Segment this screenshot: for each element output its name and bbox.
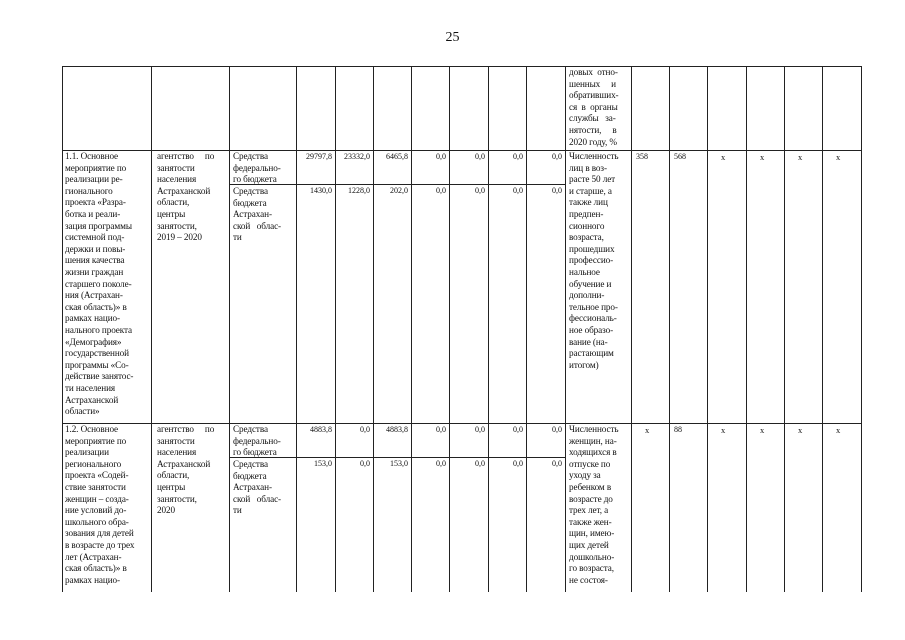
- executor-line: населения: [157, 447, 197, 458]
- indicator-line: отпуске по: [569, 458, 611, 469]
- funding-source-regional-line: бюджета: [233, 470, 267, 481]
- event-line: проекта «Разра-: [65, 197, 126, 208]
- indicator-line: и старше, а: [569, 185, 612, 196]
- table-column-border: [707, 66, 708, 592]
- executor-line: Астраханской: [157, 458, 211, 469]
- indicator-line: не состоя-: [569, 574, 608, 585]
- funding-value-regional: 0,0: [475, 459, 485, 468]
- funding-source-regional-line: ти: [233, 232, 242, 243]
- executor-line: населения: [157, 174, 197, 185]
- indicator-line: женщин, на-: [569, 435, 617, 446]
- indicator-line: го возраста,: [569, 563, 614, 574]
- table-column-border: [526, 66, 527, 592]
- event-line: мероприятие по: [65, 435, 127, 446]
- header-indicator-line: ся в органы: [569, 101, 618, 112]
- funding-value-regional: 153,0: [390, 459, 408, 468]
- funding-source-regional-line: Астрахан-: [233, 482, 272, 493]
- indicator-line: растающим: [569, 348, 614, 359]
- target-value: 88: [674, 425, 682, 434]
- funding-value-federal: 0,0: [513, 425, 523, 434]
- table-column-border: [151, 66, 152, 592]
- funding-value-regional: 0,0: [436, 459, 446, 468]
- funding-source-regional-line: ти: [233, 505, 242, 516]
- funding-source-regional-line: Астрахан-: [233, 209, 272, 220]
- funding-source-regional-line: бюджета: [233, 197, 267, 208]
- funding-value-federal: 6465,8: [386, 152, 408, 161]
- funding-value-federal: 0,0: [475, 425, 485, 434]
- indicator-line: щих детей: [569, 540, 609, 550]
- table-column-border: [488, 66, 489, 592]
- funding-source-regional-line: Средства: [233, 459, 268, 469]
- table-column-border: [861, 66, 862, 592]
- header-indicator-line: нятости, в: [569, 125, 617, 135]
- funding-value-federal: 4883,8: [386, 425, 408, 434]
- funding-value-federal: 0,0: [360, 425, 370, 434]
- event-line: 1.2. Основное: [65, 424, 119, 434]
- indicator-line: ребенком в: [569, 482, 612, 492]
- event-line: ская область)» в: [65, 301, 127, 312]
- funding-value-federal: 0,0: [552, 152, 562, 161]
- funding-value-regional: 0,0: [513, 186, 523, 195]
- header-indicator-line: службы за-: [569, 113, 616, 124]
- event-line: мероприятие по: [65, 162, 127, 173]
- funding-value-regional: 0,0: [360, 459, 370, 468]
- indicator-line: также лиц: [569, 197, 608, 208]
- indicator-line: предпен-: [569, 209, 604, 219]
- executor-line: занятости: [157, 162, 195, 173]
- funding-value-federal: 4883,8: [310, 425, 332, 434]
- funding-value-regional: 1430,0: [310, 186, 332, 195]
- funding-source-regional-line: ской облас-: [233, 493, 282, 504]
- indicator-line: Численность: [569, 151, 619, 161]
- event-line: старшего поколе-: [65, 278, 132, 289]
- event-line: реализации: [65, 447, 109, 458]
- indicator-line: возраста,: [569, 232, 604, 243]
- executor-line: агентство по: [157, 424, 215, 434]
- funding-value-federal: 23332,0: [344, 152, 370, 161]
- indicator-line: ное образо-: [569, 325, 614, 335]
- event-line: держки и повы-: [65, 243, 126, 254]
- indicator-line: также жен-: [569, 516, 612, 527]
- table-column-border: [296, 66, 297, 592]
- funding-source-federal-line: Средства: [233, 151, 268, 161]
- funding-value-regional: 0,0: [436, 186, 446, 195]
- funding-value-federal: 0,0: [436, 152, 446, 161]
- funding-split-border: [229, 457, 565, 458]
- table-column-border: [822, 66, 823, 592]
- header-indicator-line: обратившиx-: [569, 90, 619, 101]
- funding-value-regional: 0,0: [552, 186, 562, 195]
- indicator-line: дополни-: [569, 290, 605, 301]
- header-indicator-line: довых отно-: [569, 67, 618, 77]
- executor-line: 2020: [157, 505, 175, 516]
- executor-line: занятости,: [157, 493, 197, 504]
- header-indicator-line: 2020 году, %: [569, 136, 617, 147]
- funding-value-federal: 29797,8: [306, 152, 332, 161]
- event-line: программы «Со-: [65, 359, 129, 370]
- header-indicator-line: шенных и: [569, 78, 616, 89]
- funding-value-regional: 0,0: [475, 186, 485, 195]
- target-value: x: [798, 152, 803, 162]
- funding-value-federal: 0,0: [475, 152, 485, 161]
- indicator-line: Численность: [569, 424, 619, 434]
- indicator-line: фессиональ-: [569, 313, 617, 324]
- table-column-border: [373, 66, 374, 592]
- target-value: x: [721, 425, 726, 435]
- target-value: x: [836, 425, 841, 435]
- indicator-line: трех лет, а: [569, 505, 609, 516]
- table-column-border: [62, 66, 63, 592]
- target-value: x: [798, 425, 803, 435]
- table-column-border: [746, 66, 747, 592]
- target-value: x: [760, 152, 765, 162]
- indicator-line: расте 50 лет: [569, 174, 616, 185]
- indicator-line: вание (на-: [569, 336, 608, 347]
- target-value: 358: [636, 152, 648, 161]
- funding-value-federal: 0,0: [513, 152, 523, 161]
- executor-line: области,: [157, 470, 190, 481]
- event-line: рамках нацио-: [65, 574, 120, 585]
- event-line: шения качества: [65, 255, 125, 266]
- table-column-border: [229, 66, 230, 592]
- event-line: лет (Астрахан-: [65, 551, 122, 562]
- indicator-line: обучение и: [569, 278, 612, 289]
- target-value: x: [721, 152, 726, 162]
- event-line: Астраханской: [65, 394, 119, 405]
- executor-line: центры: [157, 482, 186, 492]
- event-line: ния (Астрахан-: [65, 290, 123, 301]
- event-line: реализации ре-: [65, 174, 123, 185]
- indicator-line: тельное про-: [569, 301, 618, 312]
- event-line: проекта «Содей-: [65, 470, 129, 481]
- executor-line: занятости: [157, 435, 195, 446]
- event-line: ствие занятости: [65, 482, 126, 492]
- executor-line: агентство по: [157, 151, 215, 161]
- event-line: действие занятос-: [65, 371, 134, 382]
- event-line: зования для детей: [65, 528, 134, 539]
- table-column-border: [449, 66, 450, 592]
- executor-line: центры: [157, 209, 186, 219]
- funding-value-regional: 202,0: [390, 186, 408, 195]
- indicator-line: возрасте до: [569, 493, 613, 504]
- funding-split-border: [229, 184, 565, 185]
- page-number: 25: [445, 30, 460, 45]
- event-line: ти населения: [65, 383, 116, 393]
- table-column-border: [411, 66, 412, 592]
- indicator-line: нальное: [569, 267, 600, 277]
- indicator-line: лиц в воз-: [569, 162, 607, 173]
- event-line: области»: [65, 406, 100, 417]
- event-line: жизни граждан: [65, 267, 124, 277]
- funding-value-federal: 0,0: [436, 425, 446, 434]
- funding-source-federal-line: федерально-: [233, 435, 281, 446]
- indicator-line: ходящихся в: [569, 447, 617, 458]
- executor-line: 2019 – 2020: [157, 232, 202, 243]
- table-column-border: [784, 66, 785, 592]
- event-line: государственной: [65, 348, 129, 359]
- funding-value-regional: 153,0: [314, 459, 332, 468]
- funding-source-federal-line: федерально-: [233, 162, 281, 173]
- target-value: 568: [674, 152, 686, 161]
- indicator-line: дошкольно-: [569, 551, 615, 562]
- event-line: женщин – созда-: [65, 493, 129, 504]
- funding-value-federal: 0,0: [552, 425, 562, 434]
- event-line: «Демография»: [65, 336, 122, 347]
- table-column-border: [669, 66, 670, 592]
- indicator-line: уходу за: [569, 470, 601, 481]
- event-line: 1.1. Основное: [65, 151, 119, 161]
- event-line: ние условий до-: [65, 505, 127, 516]
- event-line: ская область)» в: [65, 563, 127, 574]
- executor-line: занятости,: [157, 220, 197, 231]
- funding-source-federal-line: го бюджета: [233, 174, 277, 185]
- table-column-border: [631, 66, 632, 592]
- funding-value-regional: 0,0: [513, 459, 523, 468]
- event-line: школьного обра-: [65, 516, 129, 527]
- event-line: ботка и реали-: [65, 209, 121, 219]
- indicator-line: профессио-: [569, 255, 614, 266]
- target-value: x: [645, 425, 650, 435]
- event-line: гионального: [65, 185, 113, 196]
- funding-value-regional: 0,0: [552, 459, 562, 468]
- indicator-line: щин, имею-: [569, 528, 615, 539]
- event-line: зация программы: [65, 220, 132, 231]
- event-line: системной под-: [65, 232, 125, 243]
- executor-line: области,: [157, 197, 190, 208]
- indicator-line: итогом): [569, 359, 599, 370]
- event-line: нального проекта: [65, 325, 133, 335]
- indicator-line: сионного: [569, 220, 605, 231]
- table-column-border: [565, 66, 566, 592]
- table-row-border: [62, 66, 861, 67]
- funding-source-regional-line: Средства: [233, 186, 268, 196]
- event-line: в возрасте до трех: [65, 540, 135, 550]
- funding-source-federal-line: го бюджета: [233, 447, 277, 458]
- executor-line: Астраханской: [157, 185, 211, 196]
- target-value: x: [760, 425, 765, 435]
- funding-source-federal-line: Средства: [233, 424, 268, 434]
- event-line: регионального: [65, 458, 122, 469]
- funding-value-regional: 1228,0: [348, 186, 370, 195]
- funding-source-regional-line: ской облас-: [233, 220, 282, 231]
- target-value: x: [836, 152, 841, 162]
- event-line: рамках нацио-: [65, 313, 120, 324]
- table-column-border: [335, 66, 336, 592]
- indicator-line: прошедших: [569, 243, 615, 254]
